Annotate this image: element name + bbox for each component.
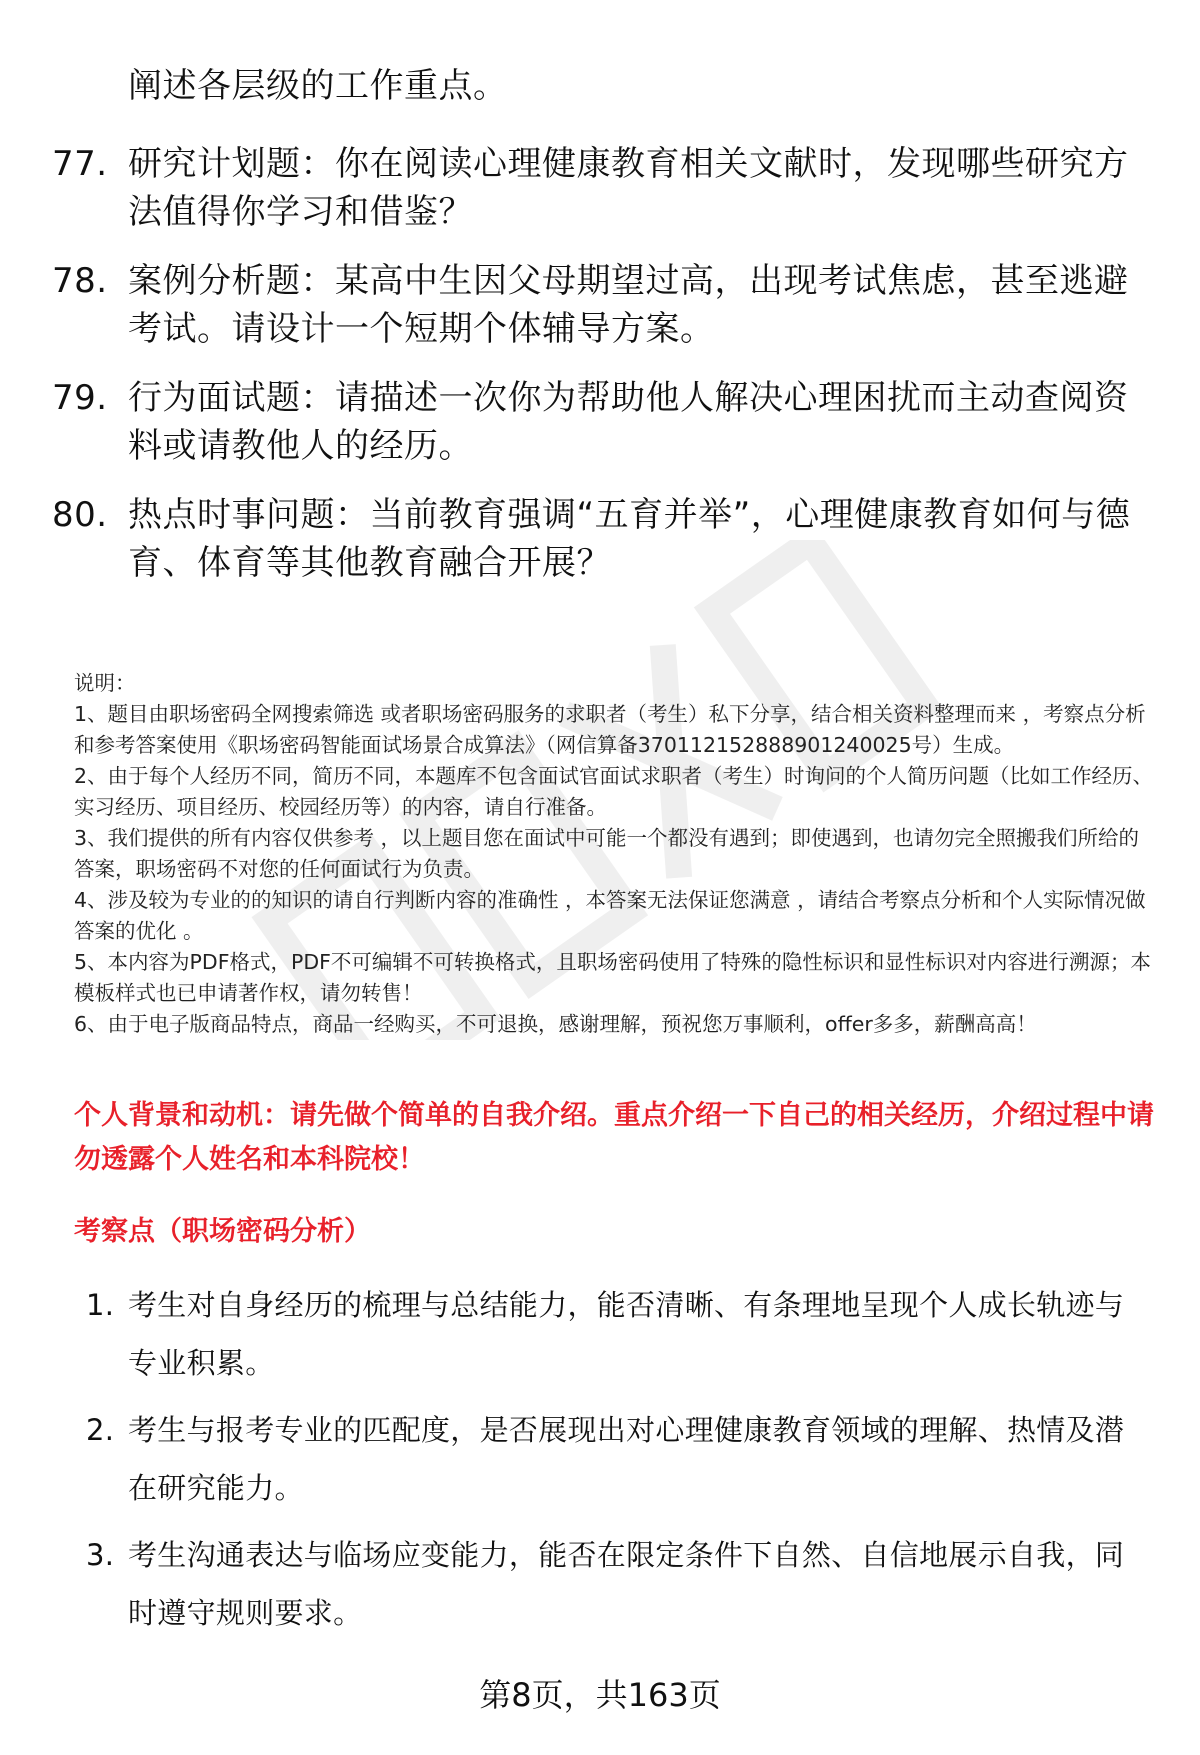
question-continuation: 阐述各层级的工作重点。 — [128, 66, 508, 106]
analysis-number: 2. — [86, 1413, 115, 1447]
question-text: 案例分析题：某高中生因父母期望过高，出现考试焦虑，甚至逃避考试。请设计一个短期个体辅导方案。 — [128, 261, 1129, 349]
notes-section — [74, 668, 1154, 1040]
analysis-text: 考生与报考专业的匹配度，是否展现出对心理健康教育领域的理解、热情及潜在研究能力。 — [128, 1413, 1125, 1505]
analysis-heading: 考察点（职场密码分析） — [74, 1216, 371, 1247]
question-text: 行为面试题：请描述一次你为帮助他人解决心理困扰而主动查阅资料或请教他人的经历。 — [128, 378, 1129, 466]
analysis-text: 考生沟通表达与临场应变能力，能否在限定条件下自然、自信地展示自我，同时遵守规则要求。 — [128, 1538, 1125, 1630]
question-number: 80. — [52, 495, 108, 535]
notes-item: 4、涉及较为专业的的知识的请自行判断内容的准确性 ，本答案无法保证您满意 ，请结合考察点分析和个人实际情况做答案的优化 。 — [74, 888, 1146, 943]
notes-item: 6、由于电子版商品特点，商品一经购买，不可退换，感谢理解，预祝您万事顺利，offer多多，薪酬高高！ — [74, 1012, 1037, 1036]
background-question: 个人背景和动机：请先做个简单的自我介绍。重点介绍一下自己的相关经历，介绍过程中请勿透露个人姓名和本科院校！ — [74, 1100, 1154, 1175]
analysis-text: 考生对自身经历的梳理与总结能力，能否清晰、有条理地呈现个人成长轨迹与专业积累。 — [128, 1288, 1125, 1380]
question-text: 热点时事问题：当前教育强调“五育并举”，心理健康教育如何与德育、体育等其他教育融合开展？ — [128, 495, 1131, 583]
analysis-number: 1. — [86, 1288, 115, 1322]
notes-item: 1、题目由职场密码全网搜索筛选 或者职场密码服务的求职者（考生）私下分享，结合相关资料整理而来 ，考察点分析和参考答案使用《职场密码智能面试场景合成算法》（网信算备370112152888901240025号）生成。 — [74, 702, 1146, 757]
analysis-number: 3. — [86, 1538, 115, 1572]
question-text: 研究计划题：你在阅读心理健康教育相关文献时，发现哪些研究方法值得你学习和借鉴？ — [128, 144, 1129, 232]
notes-title: 说明： — [74, 671, 136, 695]
notes-item: 3、我们提供的所有内容仅供参考 ，以上题目您在面试中可能一个都没有遇到；即使遇到，也请勿完全照搬我们所给的答案，职场密码不对您的任何面试行为负责。 — [74, 826, 1140, 881]
page-number: 第8页，共163页 — [479, 1676, 721, 1714]
question-number: 79. — [52, 378, 108, 418]
question-number: 77. — [52, 144, 108, 184]
notes-item: 2、由于每个人经历不同，简历不同，本题库不包含面试官面试求职者（考生）时询问的个人简历问题（比如工作经历、实习经历、项目经历、校园经历等）的内容，请自行准备。 — [74, 764, 1154, 819]
question-number: 78. — [52, 261, 108, 301]
notes-item: 5、本内容为PDF格式，PDF不可编辑不可转换格式，且职场密码使用了特殊的隐性标识和显性标识对内容进行溯源；本模板样式也已申请著作权，请勿转售！ — [74, 950, 1151, 1005]
